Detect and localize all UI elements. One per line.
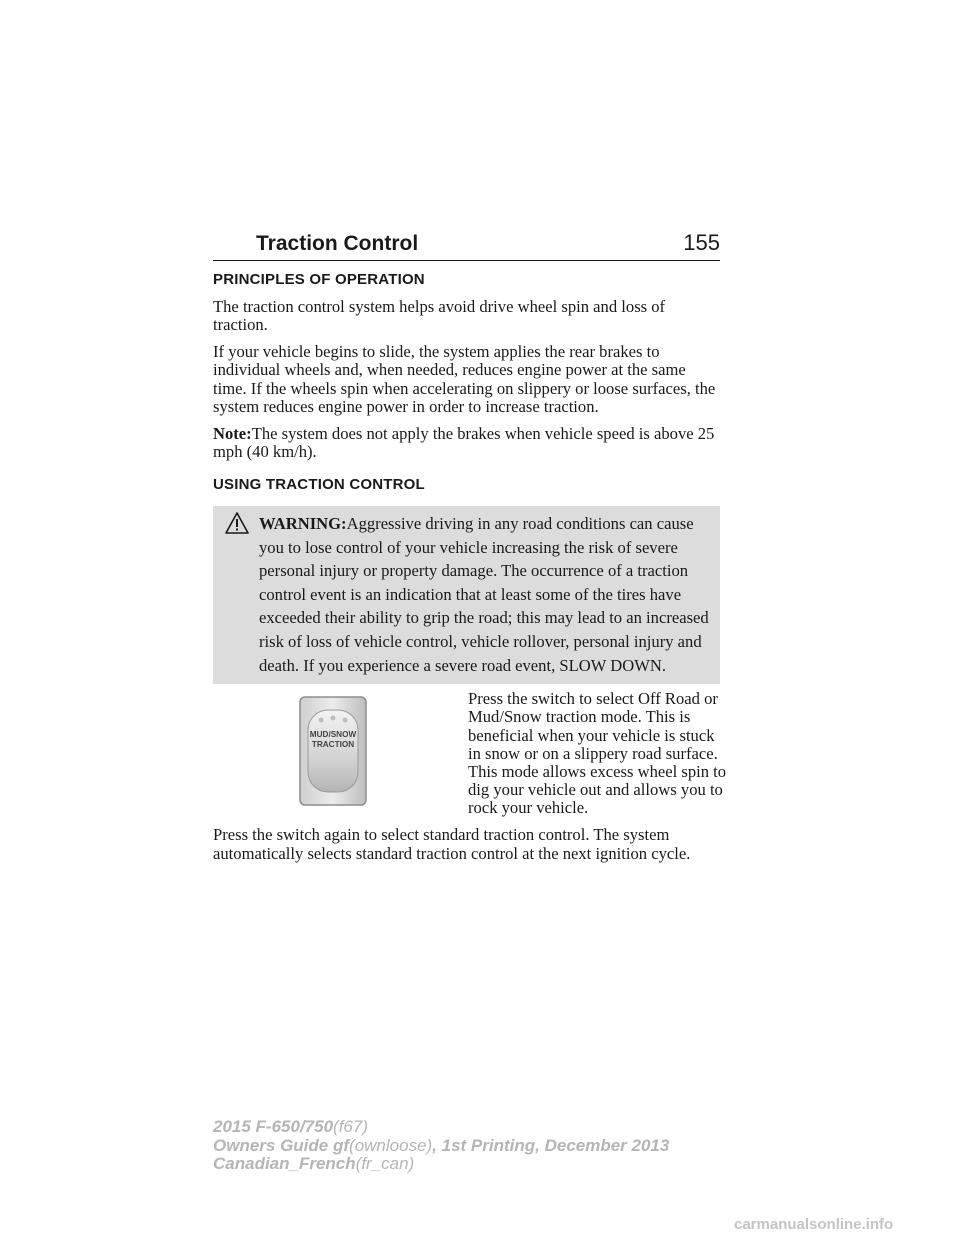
footer-model-code: (f67) xyxy=(333,1117,369,1136)
switch-label-line1: MUD/SNOW xyxy=(309,730,357,740)
footer-line-2 xyxy=(213,1137,669,1156)
warning-text: Aggressive driving in any road conditions can cause you to lose control of your vehicle increasing the risk of severe personal injury or property damage. The occurrence of a traction control event is an indication that at least some of the tires have exceeded their ability to grip the road; this may lead to an increased risk of loss of vehicle control, vehicle rollover, personal injury and death. If you experience a severe road event, SLOW DOWN. xyxy=(259,514,709,675)
section-heading-using: USING TRACTION CONTROL xyxy=(213,475,425,493)
page-title: Traction Control xyxy=(256,232,419,255)
footer-language-code: (fr_can) xyxy=(355,1154,415,1173)
footer-line-3 xyxy=(213,1155,669,1174)
document-footer xyxy=(213,1118,669,1174)
footer-language: Canadian_French xyxy=(213,1154,356,1173)
mud-snow-traction-switch-icon xyxy=(299,696,367,806)
paragraph-standard-mode: Press the switch again to select standard traction control. The system automatically selects standard traction control at the next ignition cycle. xyxy=(213,825,691,863)
watermark: carmanualsonline.info xyxy=(734,1216,894,1233)
footer-model: 2015 F-650/750 xyxy=(213,1117,334,1136)
paragraph-slide: If your vehicle begins to slide, the system applies the rear brakes to individual wheels and, when needed, reduces engine power at the same time. If the wheels spin when accelerating on slippery or loose surfaces, the system reduces engine power in order to increase traction. xyxy=(213,341,716,416)
footer-line-1 xyxy=(213,1118,669,1137)
page-header xyxy=(213,228,720,261)
note-text: The system does not apply the brakes when vehicle speed is above 25 mph (40 km/h). xyxy=(213,423,715,461)
paragraph-intro: The traction control system helps avoid drive wheel spin and loss of traction. xyxy=(213,296,666,334)
warning-label: WARNING: xyxy=(259,514,347,533)
note-paragraph xyxy=(213,425,720,462)
switch-description: Press the switch to select Off Road or Mud/Snow traction mode. This is beneficial when your vehicle is stuck in snow or on a slippery road surface. This mode allows excess wheel spin to dig your vehicle out and allows you to rock your vehicle. xyxy=(468,689,727,818)
footer-guide: Owners Guide gf xyxy=(213,1135,350,1155)
warning-box xyxy=(213,506,720,684)
warning-triangle-icon xyxy=(225,512,249,534)
switch-section xyxy=(213,689,727,818)
footer-guide-type: (ownloose) xyxy=(349,1135,433,1155)
section-heading-principles: PRINCIPLES OF OPERATION xyxy=(213,271,425,288)
page-number: 155 xyxy=(683,230,720,255)
note-label: Note: xyxy=(213,423,252,443)
footer-printing: , 1st Printing, December 2013 xyxy=(432,1135,670,1155)
page-content xyxy=(213,268,727,871)
warning-paragraph xyxy=(213,512,714,677)
switch-label-line2: TRACTION xyxy=(311,740,355,750)
